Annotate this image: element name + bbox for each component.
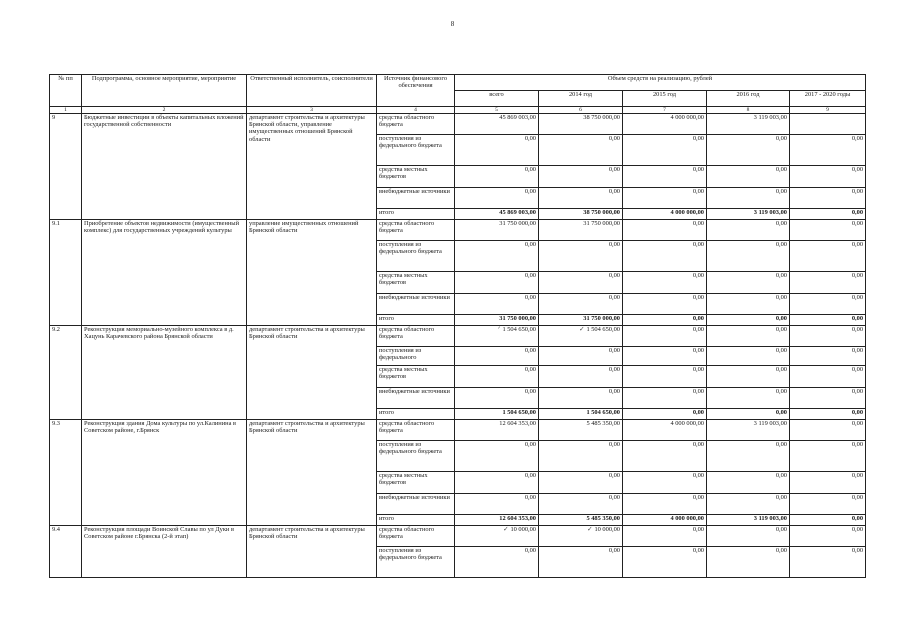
amount-cell-y2016	[707, 294, 790, 315]
amount-value: 0,00	[608, 272, 620, 279]
amount-cell-y2015	[623, 294, 707, 315]
amount-value: 0,00	[692, 409, 704, 416]
amount-value: 0,00	[851, 220, 864, 227]
amount-cell-y2015	[623, 547, 707, 578]
header-no: № пп	[50, 75, 82, 107]
amount-cell-total	[455, 409, 539, 420]
amount-value: 0,00	[851, 294, 864, 301]
amount-value: 31 750 000,00	[499, 315, 536, 322]
amount-cell-y2016	[707, 366, 790, 388]
amount-cell-y2016	[707, 241, 790, 272]
amount-cell-y2016	[707, 472, 790, 494]
funding-source: итого	[377, 515, 455, 526]
amount-cell-y2017	[790, 241, 866, 272]
amount-cell-y2017	[790, 366, 866, 388]
funding-source: поступления из федерального бюджета	[377, 241, 455, 272]
amount-value: 0,00	[775, 315, 787, 322]
amount-cell-y2015	[623, 526, 707, 547]
amount-cell-y2017	[790, 494, 866, 515]
header-row	[50, 75, 866, 91]
amount-value: 45 869 003,00	[499, 114, 536, 121]
funding-source: средства областного бюджета	[377, 114, 455, 135]
amount-cell-y2014	[539, 315, 623, 326]
amount-value: 0,00	[692, 526, 704, 533]
amount-cell-y2017	[790, 347, 866, 366]
funding-source: поступления из федерального бюджета	[377, 547, 455, 578]
amount-cell-total	[455, 547, 539, 578]
amount-cell-y2016	[707, 166, 790, 188]
amount-value: 0,00	[524, 494, 536, 501]
amount-cell-total	[455, 494, 539, 515]
amount-value: 0,00	[851, 209, 864, 216]
amount-value: 0,00	[692, 441, 704, 448]
amount-cell-y2014	[539, 366, 623, 388]
amount-value: 0,00	[608, 294, 620, 301]
header-2015: 2015 год	[623, 91, 707, 107]
amount-cell-y2015	[623, 515, 707, 526]
amount-value: 0,00	[851, 494, 864, 501]
amount-value: 0,00	[851, 315, 864, 322]
header-executor: Ответственный исполнитель, соисполнители	[247, 75, 377, 107]
amount-value: 0,00	[524, 441, 536, 448]
funding-source: итого	[377, 209, 455, 220]
handwritten-check-icon: ✓	[587, 526, 593, 533]
amount-cell-y2014	[539, 166, 623, 188]
funding-source: средства областного бюджета	[377, 326, 455, 347]
amount-value: 3 119 003,00	[753, 515, 787, 522]
amount-value: 4 000 000,00	[670, 209, 704, 216]
amount-cell-total	[455, 472, 539, 494]
amount-value: 0,00	[608, 241, 620, 248]
amount-value: 0,00	[692, 315, 704, 322]
section-executor: департамент строительства и архитектуры Брянской области, управление имущественных отношений Брянской области	[247, 114, 377, 220]
amount-cell-total	[455, 241, 539, 272]
header-program: Подпрограмма, основное мероприятие, мероприятие	[82, 75, 247, 107]
section-executor: департамент строительства и архитектуры Брянской области	[247, 326, 377, 420]
column-number: 2	[82, 107, 247, 114]
amount-cell-y2017	[790, 209, 866, 220]
column-number: 6	[539, 107, 623, 114]
amount-value: 10 000,00	[510, 526, 536, 533]
amount-cell-total	[455, 220, 539, 241]
amount-value: 0,00	[608, 347, 620, 354]
amount-cell-y2015	[623, 114, 707, 135]
section-number: 9.1	[50, 220, 82, 326]
amount-cell-y2014	[539, 472, 623, 494]
column-number-row	[50, 107, 866, 114]
amount-cell-total	[455, 114, 539, 135]
amount-cell-y2017	[790, 547, 866, 578]
table-row	[50, 526, 866, 547]
amount-cell-total	[455, 388, 539, 409]
funding-source: внебюджетные источники	[377, 494, 455, 515]
amount-value: 0,00	[775, 494, 787, 501]
section-executor: департамент строительства и архитектуры Брянской области	[247, 526, 377, 578]
amount-cell-y2017	[790, 420, 866, 441]
column-number: 4	[377, 107, 455, 114]
amount-value: 0,00	[692, 326, 704, 333]
amount-cell-y2014	[539, 241, 623, 272]
amount-cell-y2017	[790, 515, 866, 526]
amount-value: 5 485 350,00	[586, 515, 620, 522]
amount-value: 0,00	[692, 272, 704, 279]
amount-value: 0,00	[775, 326, 787, 333]
amount-cell-y2016	[707, 315, 790, 326]
amount-cell-y2015	[623, 315, 707, 326]
amount-value: 3 119 003,00	[753, 420, 787, 427]
amount-value: 1 504 650,00	[586, 409, 620, 416]
header-2017-2020: 2017 - 2020 годы	[790, 91, 866, 107]
amount-cell-y2016	[707, 135, 790, 166]
amount-cell-y2014	[539, 294, 623, 315]
amount-cell-y2017	[790, 409, 866, 420]
amount-value: 0,00	[524, 472, 536, 479]
amount-value: 0,00	[851, 441, 864, 448]
amount-cell-y2017	[790, 315, 866, 326]
amount-value: 0,00	[851, 472, 864, 479]
amount-value: 0,00	[851, 388, 864, 395]
amount-value: 0,00	[524, 135, 536, 142]
amount-cell-y2014	[539, 547, 623, 578]
section-title: Реконструкция площади Воинской Славы по ул Дуки в Советском районе г.Брянска (2-й этап)	[82, 526, 247, 578]
page-number: 8	[450, 20, 455, 28]
amount-value: 0,00	[775, 272, 787, 279]
amount-value: 0,00	[775, 547, 787, 554]
amount-cell-total	[455, 326, 539, 347]
funding-source: средства областного бюджета	[377, 526, 455, 547]
amount-value: 31 750 000,00	[499, 220, 536, 227]
amount-cell-total	[455, 209, 539, 220]
amount-value: 0,00	[692, 547, 704, 554]
table-body	[50, 75, 866, 578]
amount-value: 0,00	[775, 472, 787, 479]
amount-value: 0,00	[608, 366, 620, 373]
section-number: 9.3	[50, 420, 82, 526]
amount-value: 45 869 003,00	[499, 209, 536, 216]
amount-cell-total	[455, 294, 539, 315]
section-executor: управление имущественных отношений Брянской области	[247, 220, 377, 326]
amount-value: 0,00	[524, 241, 536, 248]
amount-value: 0,00	[692, 135, 704, 142]
amount-value: 12 604 353,00	[499, 515, 536, 522]
amount-value: 0,00	[775, 188, 787, 195]
funding-source: средства местных бюджетов	[377, 166, 455, 188]
amount-cell-y2015	[623, 409, 707, 420]
amount-cell-y2017	[790, 294, 866, 315]
amount-value: 0,00	[851, 326, 864, 333]
amount-value: 0,00	[608, 166, 620, 173]
amount-value: 0,00	[692, 494, 704, 501]
amount-cell-y2014	[539, 114, 623, 135]
amount-cell-y2014	[539, 494, 623, 515]
funding-source: средства местных бюджетов	[377, 272, 455, 294]
amount-cell-total	[455, 420, 539, 441]
amount-value: 0,00	[524, 166, 536, 173]
column-number: 8	[707, 107, 790, 114]
amount-cell-y2014	[539, 515, 623, 526]
funding-source: поступления из федерального	[377, 347, 455, 366]
section-number: 9.2	[50, 326, 82, 420]
amount-cell-y2016	[707, 441, 790, 472]
amount-cell-y2014	[539, 441, 623, 472]
funding-source: средства местных бюджетов	[377, 472, 455, 494]
funding-source: внебюджетные источники	[377, 188, 455, 209]
amount-cell-total	[455, 366, 539, 388]
amount-value: 31 750 000,00	[583, 315, 620, 322]
amount-value: 38 750 000,00	[583, 209, 620, 216]
amount-value: 0,00	[851, 241, 864, 248]
funding-source: поступления из федерального бюджета	[377, 135, 455, 166]
header-total: всего	[455, 91, 539, 107]
amount-cell-total	[455, 166, 539, 188]
amount-value: 0,00	[851, 166, 864, 173]
amount-value: 0,00	[851, 526, 864, 533]
amount-cell-y2017	[790, 188, 866, 209]
amount-cell-y2016	[707, 420, 790, 441]
amount-cell-y2015	[623, 366, 707, 388]
amount-cell-total	[455, 526, 539, 547]
amount-cell-y2015	[623, 220, 707, 241]
amount-value: 1 504 650,00	[586, 326, 620, 333]
table-row	[50, 420, 866, 441]
funding-source: итого	[377, 409, 455, 420]
amount-value: 0,00	[775, 347, 787, 354]
amount-cell-y2017	[790, 135, 866, 166]
amount-cell-y2014	[539, 420, 623, 441]
funding-source: итого	[377, 315, 455, 326]
amount-value: 0,00	[692, 241, 704, 248]
amount-cell-y2016	[707, 409, 790, 420]
amount-cell-y2014	[539, 220, 623, 241]
amount-value: 0,00	[775, 220, 787, 227]
amount-cell-y2016	[707, 188, 790, 209]
amount-cell-total	[455, 347, 539, 366]
amount-cell-y2015	[623, 209, 707, 220]
amount-value: 0,00	[775, 526, 787, 533]
amount-cell-total	[455, 272, 539, 294]
amount-value: 4 000 000,00	[670, 420, 704, 427]
section-title: Приобретение объектов недвижимости (имущественный комплекс) для государственных учреждений культуры	[82, 220, 247, 326]
amount-cell-y2017	[790, 272, 866, 294]
amount-value: 0,00	[851, 347, 864, 354]
amount-cell-y2014	[539, 135, 623, 166]
section-number: 9	[50, 114, 82, 220]
amount-value: 0,00	[775, 166, 787, 173]
amount-value: 0,00	[851, 366, 864, 373]
amount-value: 0,00	[851, 420, 864, 427]
column-number: 5	[455, 107, 539, 114]
amount-value: 0,00	[524, 547, 536, 554]
amount-cell-y2015	[623, 494, 707, 515]
amount-cell-y2017	[790, 526, 866, 547]
amount-cell-y2017	[790, 472, 866, 494]
amount-cell-total	[455, 441, 539, 472]
amount-value: 0,00	[692, 472, 704, 479]
amount-value: 0,00	[692, 366, 704, 373]
amount-cell-y2017	[790, 114, 866, 135]
amount-value: 0,00	[851, 135, 864, 142]
amount-cell-y2015	[623, 441, 707, 472]
amount-value: 0,00	[608, 135, 620, 142]
amount-cell-y2014	[539, 347, 623, 366]
amount-value: 10 000,00	[594, 526, 620, 533]
section-number: 9.4	[50, 526, 82, 578]
amount-value: 0,00	[524, 347, 536, 354]
amount-value: 0,00	[692, 220, 704, 227]
amount-value: 0,00	[608, 441, 620, 448]
amount-cell-y2016	[707, 547, 790, 578]
amount-value: 12 604 353,00	[499, 420, 536, 427]
section-executor: департамент строительства и архитектуры Брянской области	[247, 420, 377, 526]
amount-cell-total	[455, 135, 539, 166]
amount-cell-total	[455, 188, 539, 209]
amount-value: 0,00	[775, 241, 787, 248]
amount-value: 0,00	[851, 188, 864, 195]
funding-source: средства областного бюджета	[377, 220, 455, 241]
table-row	[50, 114, 866, 135]
amount-cell-y2014	[539, 388, 623, 409]
amount-cell-y2015	[623, 347, 707, 366]
amount-cell-y2017	[790, 166, 866, 188]
amount-value: 5 485 350,00	[586, 420, 620, 427]
amount-cell-total	[455, 315, 539, 326]
amount-value: 0,00	[775, 294, 787, 301]
amount-value: 3 119 003,00	[753, 114, 787, 121]
column-number: 1	[50, 107, 82, 114]
amount-value: 0,00	[692, 166, 704, 173]
amount-cell-y2016	[707, 326, 790, 347]
amount-cell-y2015	[623, 241, 707, 272]
header-2016: 2016 год	[707, 91, 790, 107]
header-source: Источник финансового обеспечения	[377, 75, 455, 107]
amount-cell-y2016	[707, 388, 790, 409]
amount-cell-y2017	[790, 388, 866, 409]
amount-value: 0,00	[692, 347, 704, 354]
funding-source: внебюджетные источники	[377, 388, 455, 409]
amount-value: 0,00	[851, 272, 864, 279]
amount-value: 0,00	[775, 366, 787, 373]
amount-cell-y2015	[623, 272, 707, 294]
funding-source: средства областного бюджета	[377, 420, 455, 441]
amount-cell-y2016	[707, 515, 790, 526]
amount-value: 4 000 000,00	[670, 114, 704, 121]
amount-value: 3 119 003,00	[753, 209, 787, 216]
amount-value: 0,00	[775, 388, 787, 395]
amount-value: 0,00	[851, 547, 864, 554]
amount-cell-y2015	[623, 166, 707, 188]
amount-cell-y2016	[707, 272, 790, 294]
amount-value: 0,00	[851, 515, 864, 522]
amount-value: 0,00	[524, 188, 536, 195]
amount-value: 1 504 650,00	[502, 409, 536, 416]
amount-value: 0,00	[608, 388, 620, 395]
amount-value: 0,00	[524, 366, 536, 373]
amount-value: 38 750 000,00	[583, 114, 620, 121]
amount-value: 0,00	[524, 388, 536, 395]
table-row	[50, 220, 866, 241]
amount-value: 0,00	[608, 188, 620, 195]
amount-cell-y2016	[707, 209, 790, 220]
amount-cell-y2014	[539, 409, 623, 420]
amount-cell-y2017	[790, 326, 866, 347]
amount-value: 31 750 000,00	[583, 220, 620, 227]
column-number: 9	[790, 107, 866, 114]
amount-value: 0,00	[775, 135, 787, 142]
amount-cell-y2015	[623, 472, 707, 494]
amount-value: 0,00	[775, 409, 787, 416]
amount-cell-y2015	[623, 388, 707, 409]
amount-value: 0,00	[775, 441, 787, 448]
amount-value: 4 000 000,00	[670, 515, 704, 522]
amount-cell-y2015	[623, 188, 707, 209]
column-number: 3	[247, 107, 377, 114]
funding-source: средства местных бюджетов	[377, 366, 455, 388]
amount-cell-y2014	[539, 326, 623, 347]
amount-cell-y2014	[539, 209, 623, 220]
section-title: Бюджетные инвестиции в объекты капитальных вложений государственной собственности	[82, 114, 247, 220]
amount-value: 0,00	[524, 272, 536, 279]
amount-value: 0,00	[692, 294, 704, 301]
section-title: Реконструкция здания Дома культуры по ул.Калинина в Советском районе, г.Брянск	[82, 420, 247, 526]
amount-cell-total	[455, 515, 539, 526]
amount-value: 0,00	[524, 294, 536, 301]
column-number: 7	[623, 107, 707, 114]
amount-cell-y2016	[707, 347, 790, 366]
section-title: Реконструкция мемориально-музейного комплекса в д. Хацунь Карачевского района Брянской области	[82, 326, 247, 420]
amount-cell-y2015	[623, 420, 707, 441]
amount-value: 0,00	[692, 388, 704, 395]
amount-cell-y2014	[539, 188, 623, 209]
amount-cell-y2017	[790, 220, 866, 241]
header-2014: 2014 год	[539, 91, 623, 107]
funding-source: внебюджетные источники	[377, 294, 455, 315]
amount-value: 0,00	[608, 547, 620, 554]
amount-cell-y2016	[707, 114, 790, 135]
amount-value: 0,00	[851, 409, 864, 416]
amount-value: 0,00	[608, 494, 620, 501]
amount-cell-y2014	[539, 272, 623, 294]
handwritten-check-icon: ✓	[579, 326, 585, 333]
amount-value: 1 504 650,00	[502, 326, 536, 333]
amount-cell-y2017	[790, 441, 866, 472]
amount-cell-y2015	[623, 326, 707, 347]
amount-cell-y2016	[707, 526, 790, 547]
amount-cell-y2014	[539, 526, 623, 547]
handwritten-check-icon: ✓	[503, 526, 509, 533]
table-row	[50, 326, 866, 347]
amount-cell-y2015	[623, 135, 707, 166]
funding-source: поступления из федерального бюджета	[377, 441, 455, 472]
amount-value: 0,00	[608, 472, 620, 479]
header-volume: Объем средств на реализацию, рублей	[455, 75, 866, 91]
budget-table	[49, 74, 866, 578]
handwritten-check-icon: ᐟ	[497, 326, 501, 333]
amount-value: 0,00	[692, 188, 704, 195]
amount-cell-y2016	[707, 220, 790, 241]
amount-cell-y2016	[707, 494, 790, 515]
